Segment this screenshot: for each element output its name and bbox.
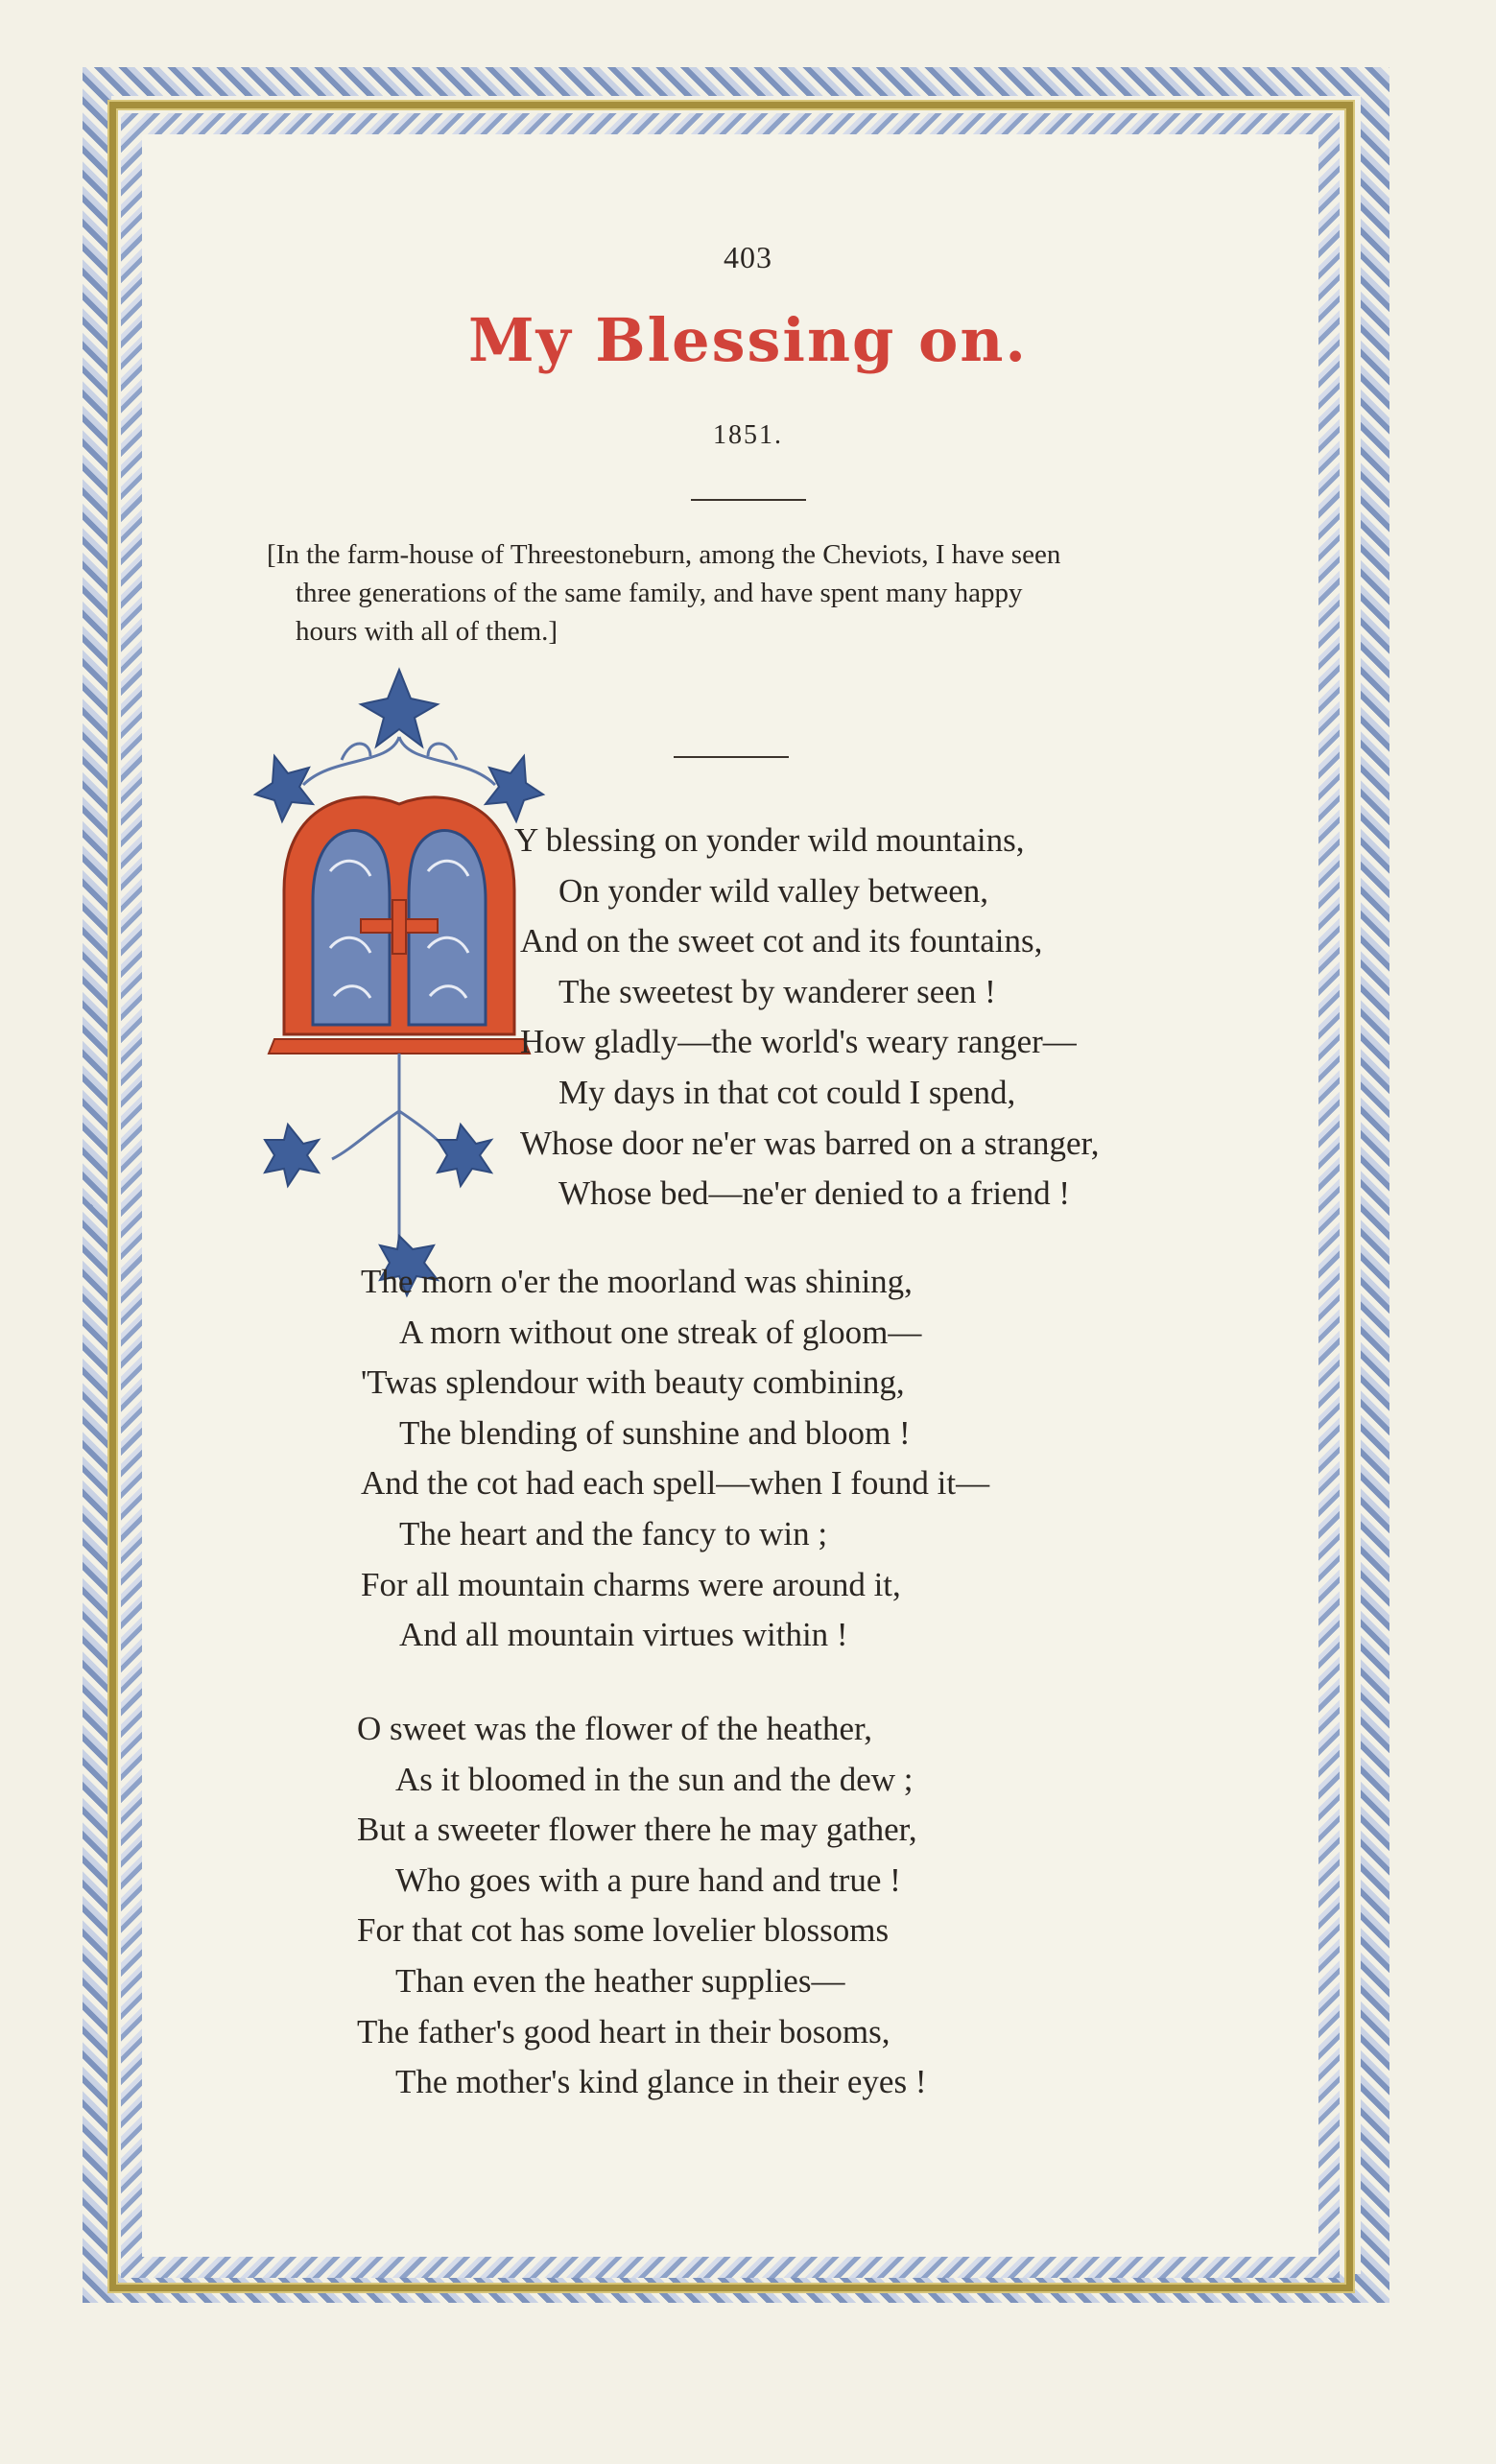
poem-line: And on the sweet cot and its fountains, — [520, 922, 1043, 960]
poem-line: O sweet was the flower of the heather, — [357, 1710, 872, 1747]
headnote-line: [In the farm-house of Threestoneburn, among the Cheviots, I have seen — [267, 539, 1061, 570]
illuminated-initial-icon — [246, 660, 553, 1313]
poem-line: But a sweeter flower there he may gather, — [357, 1811, 917, 1849]
poem-line: On yonder wild valley between, — [558, 871, 989, 910]
poem-title: My Blessing on. — [467, 305, 1029, 375]
poem-year: 1851. — [713, 420, 783, 450]
poem-line: A morn without one streak of gloom— — [399, 1313, 922, 1351]
poem-line: The sweetest by wanderer seen ! — [558, 972, 996, 1010]
poem-line: How gladly—the world's weary ranger— — [520, 1023, 1077, 1061]
poem-line: Who goes with a pure hand and true ! — [395, 1860, 901, 1899]
title-divider — [691, 499, 806, 501]
poem-line: The mother's kind glance in their eyes ! — [395, 2063, 927, 2101]
poem-line: The father's good heart in their bosoms, — [357, 2012, 890, 2050]
stanza-3 — [357, 1704, 927, 2108]
poem-line: For that cot has some lovelier blossoms — [357, 1911, 890, 1950]
poem-line: The blending of sunshine and bloom ! — [399, 1413, 911, 1452]
poem-line: Whose bed—ne'er denied to a friend ! — [558, 1174, 1071, 1213]
page-number: 403 — [724, 240, 772, 274]
stanza-2 — [361, 1257, 989, 1661]
poem-line: Y blessing on yonder wild mountains, — [514, 821, 1025, 859]
poem-line: Whose door ne'er was barred on a stranger, — [520, 1124, 1100, 1162]
poem-line: The heart and the fancy to win ; — [399, 1514, 828, 1552]
poem-line: For all mountain charms were around it, — [361, 1565, 901, 1603]
poem-line: 'Twas splendour with beauty combining, — [361, 1363, 905, 1402]
poem-line: Than even the heather supplies— — [395, 1961, 845, 2000]
headnote-line: hours with all of them.] — [296, 616, 558, 647]
poem-line: And the cot had each spell—when I found it— — [361, 1464, 990, 1503]
poem-line: And all mountain virtues within ! — [399, 1616, 848, 1654]
headnote-divider — [674, 756, 789, 758]
poem-line: As it bloomed in the sun and the dew ; — [395, 1760, 914, 1798]
poem-line: The morn o'er the moorland was shining, — [361, 1263, 913, 1300]
poem-line: My days in that cot could I spend, — [558, 1073, 1016, 1111]
headnote — [267, 535, 1246, 651]
headnote-line: three generations of the same family, and have spent many happy — [296, 578, 1023, 608]
stanza-1 — [514, 816, 1100, 1220]
